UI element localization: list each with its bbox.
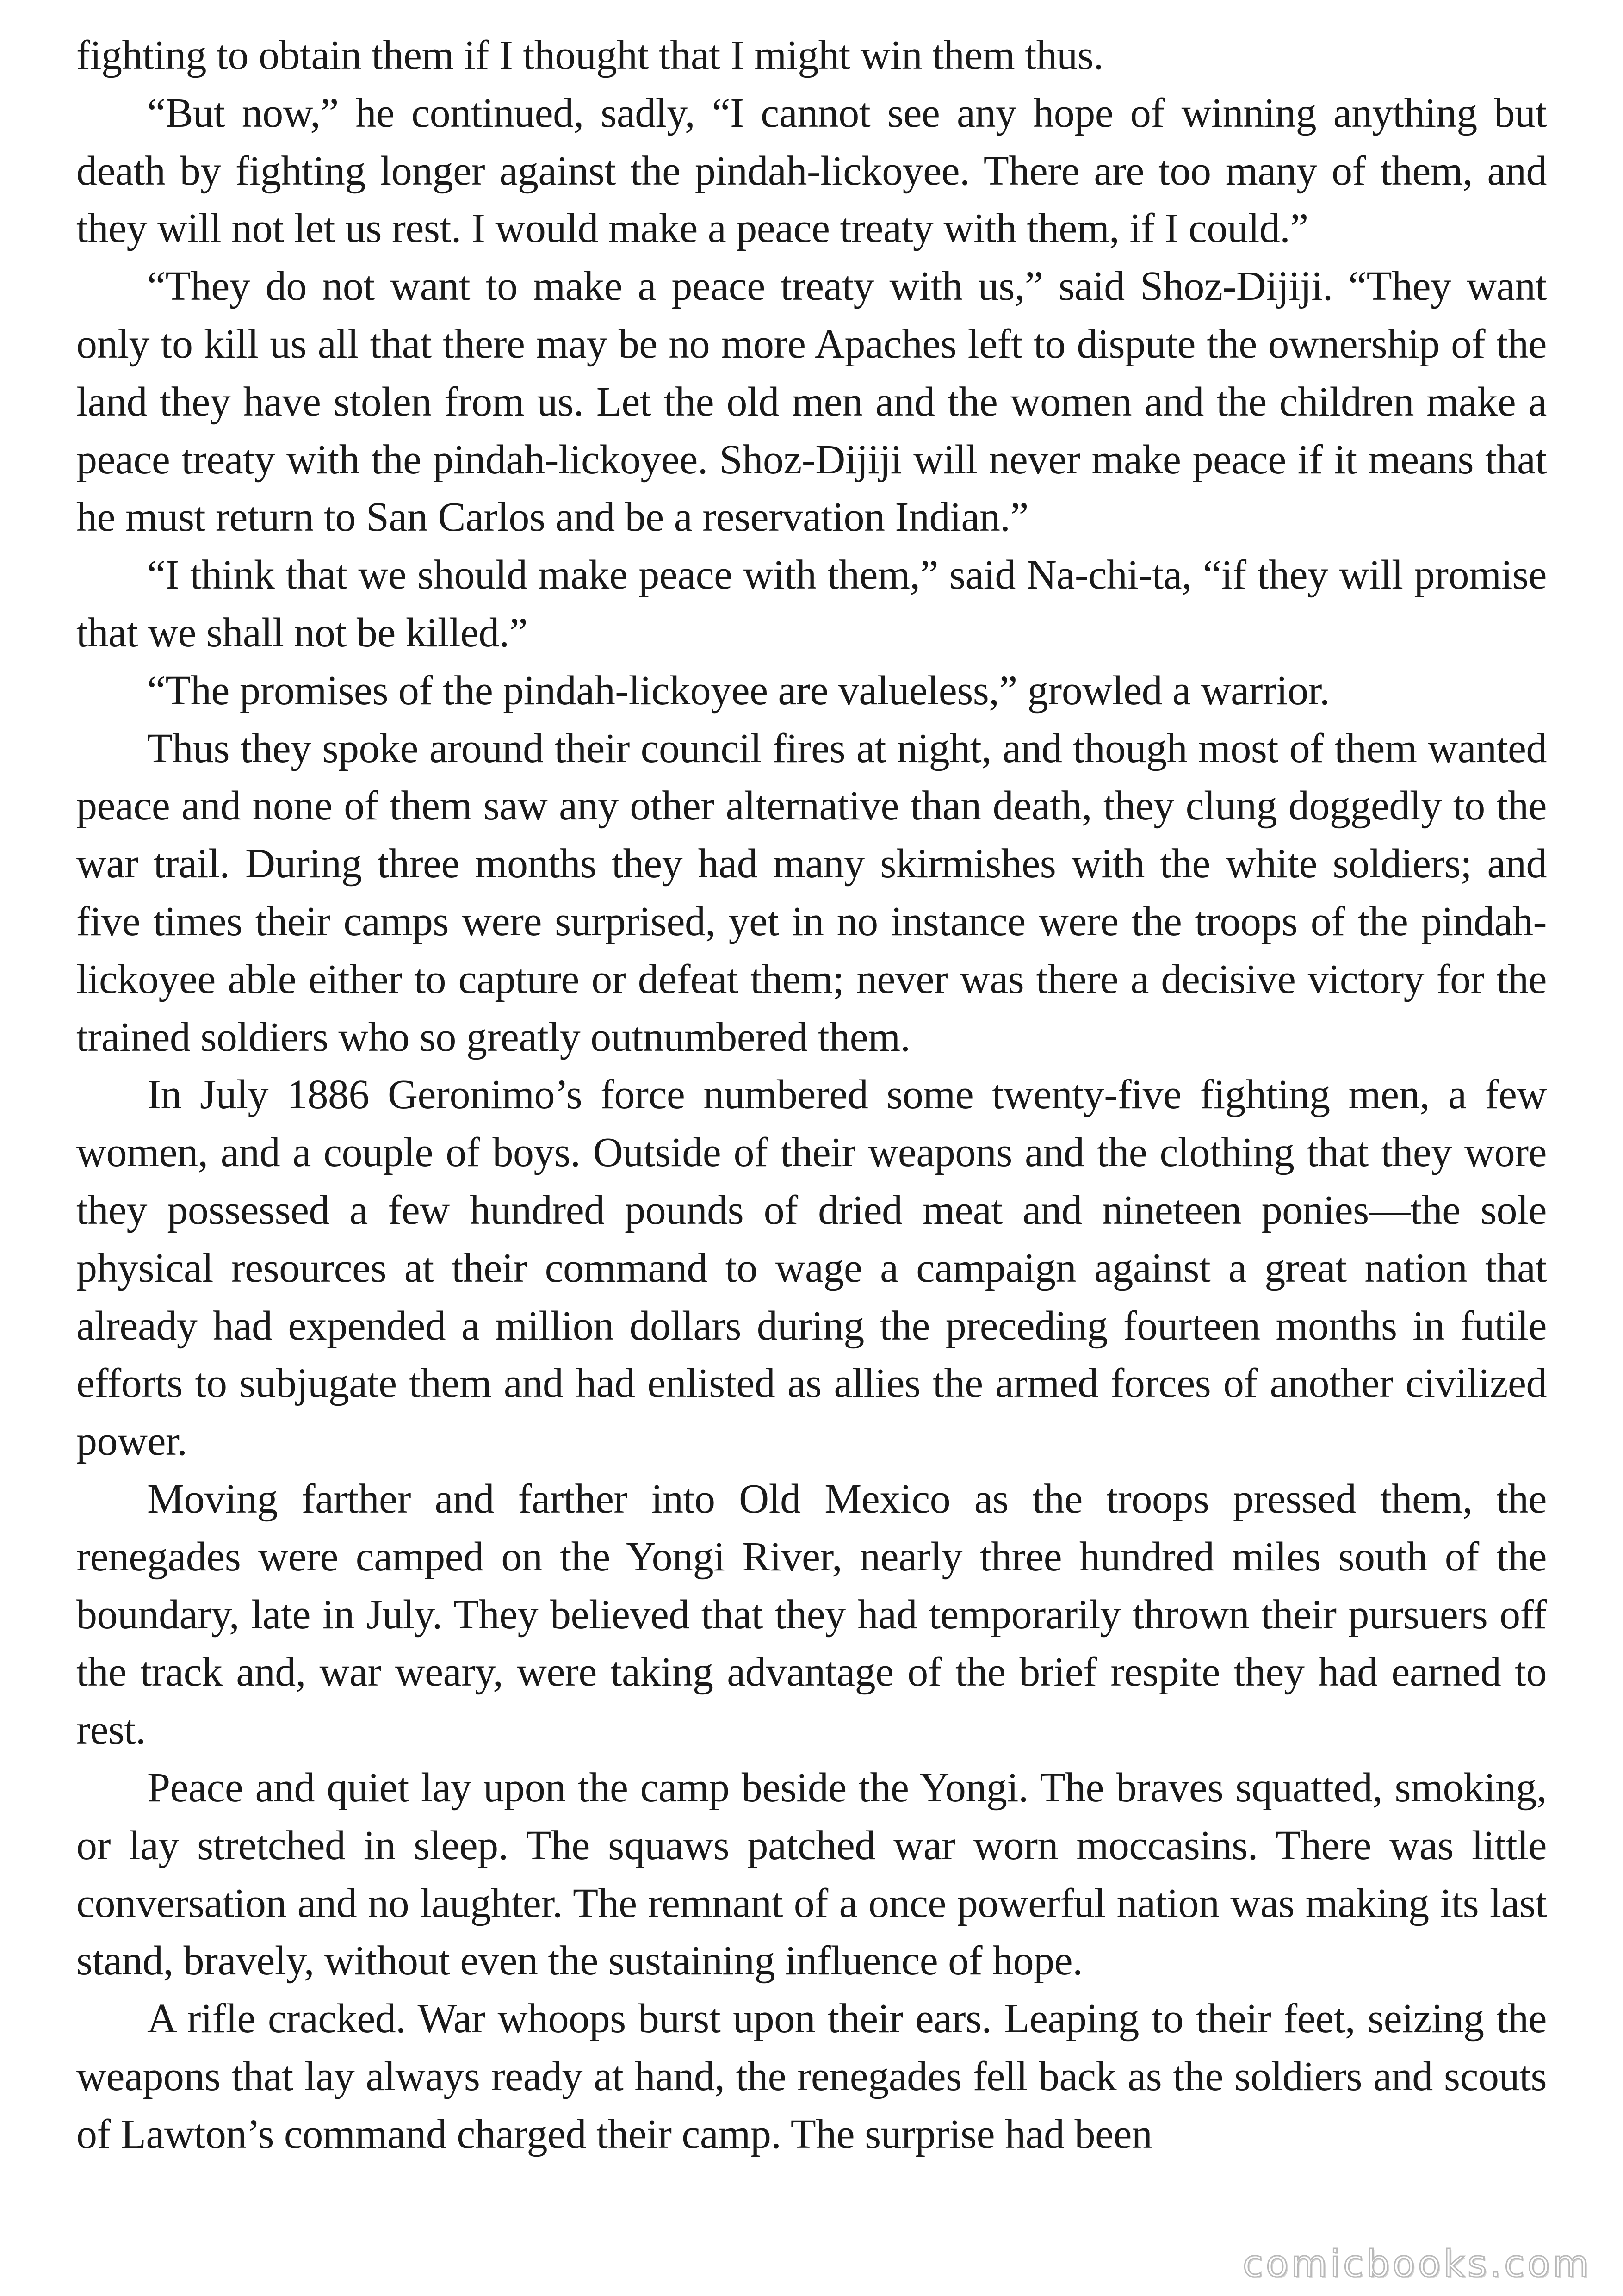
paragraph: Thus they spoke around their council fires at night, and though most of them wanted peace and none of them saw any other alternative than death, they clung doggedly to the war trail. During three months they had many skirmishes with the white soldiers; and five times their camps were surprised, yet in no instance were the troops of the pindah-lickoyee able either to capture or defeat them; never was there a decisive victory for the trained soldiers who so greatly outnumbered them. (76, 725, 1547, 1060)
paragraph: Peace and quiet lay upon the camp beside the Yongi. The braves squatted, smoking, or lay stretched in sleep. The squaws patched war worn moccasins. There was little conversation and no laughter. The remnant of a once powerful nation was making its last stand, bravely, without even the sustaining influence of hope. (76, 1764, 1547, 1984)
paragraph: “But now,” he continued, sadly, “I cannot see any hope of winning anything but death by fighting longer against the pindah-lickoyee. There are too many of them, and they will not let us rest. I would make a peace treaty with them, if I could.” (76, 90, 1547, 252)
paragraph: “The promises of the pindah-lickoyee are valueless,” growled a warrior. (147, 667, 1330, 714)
paragraph: “I think that we should make peace with them,” said Na-chi-ta, “if they will promise that we shall not be killed.” (76, 552, 1547, 656)
paragraph: In July 1886 Geronimo’s force numbered some twenty-five fighting men, a few women, and a couple of boys. Outside of their weapons and the clothing that they wore they possessed a few hundred pounds of dried meat and nineteen ponies—the sole physical resources at their command to wage a campaign against a great nation that already had expended a million dollars during the preceding fourteen months in futile efforts to subjugate them and had enlisted as allies the armed forces of another civilized power. (76, 1072, 1547, 1464)
paragraph-continuation: fighting to obtain them if I thought that I might win them thus. (76, 32, 1104, 78)
paragraph: Moving farther and farther into Old Mexico as the troops pressed them, the renegades were camped on the Yongi River, nearly three hundred miles south of the boundary, late in July. They believed that they had temporarily thrown their pursuers off the track and, war weary, were taking advantage of the brief respite they had earned to rest. (76, 1476, 1547, 1753)
paragraph: “They do not want to make a peace treaty with us,” said Shoz-Dijiji. “They want only to kill us all that there may be no more Apaches left to dispute the ownership of the land they have stolen from us. Let the old men and the women and the children make a peace treaty with the pindah-lickoyee. Shoz-Dijiji will never make peace if it means that he must return to San Carlos and be a reservation Indian.” (76, 263, 1547, 540)
paragraph: A rifle cracked. War whoops burst upon their ears. Leaping to their feet, seizing the weapons that lay always ready at hand, the renegades fell back as the soldiers and scouts of Lawton’s command charged their camp. The surprise had been (76, 1996, 1547, 2157)
page-body (76, 27, 1547, 2163)
watermark: comicbooks.com (1242, 2242, 1592, 2285)
